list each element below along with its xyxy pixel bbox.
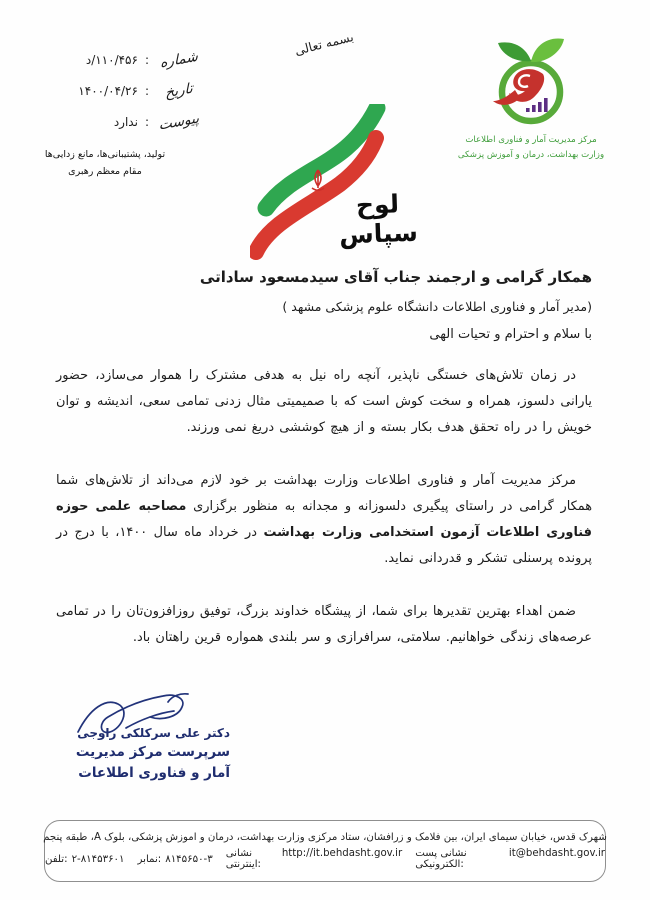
letter-number-label: شماره bbox=[159, 48, 199, 71]
footer-phone-label: تلفن: bbox=[45, 853, 68, 865]
handwritten-signature-icon bbox=[68, 690, 208, 748]
recipient-title-line: (مدیر آمار و فناوری اطلاعات دانشگاه علوم پزشکی مشهد ) bbox=[282, 299, 592, 314]
letter-date-value: ۱۴۰۰/۰۴/۲۶ bbox=[78, 83, 138, 98]
footer-contact-line bbox=[45, 848, 605, 870]
letter-date-row bbox=[26, 75, 202, 106]
letter-body bbox=[56, 268, 592, 678]
ministry-logo-block bbox=[452, 34, 610, 162]
footer-website-value: http://it.behdasht.gov.ir bbox=[281, 848, 403, 859]
footer-address: شهرک قدس، خیابان سیمای ایران، بین فلامک و زرافشان، ستاد مرکزی وزارت بهداشت، درمان و اموزش پزشکی، بلوک A، طبقه پنجم bbox=[43, 832, 607, 843]
footer-phone-value: ۲-۸۱۴۵۳۶۰۱ bbox=[71, 853, 125, 865]
footer-website-label: نشانی اینترنتی: bbox=[225, 848, 261, 870]
footer-email-value: it@behdasht.gov.ir bbox=[508, 848, 605, 859]
footer-phone bbox=[45, 854, 125, 865]
footer-fax-value: ۸۱۴۵۶۵۰-۳ bbox=[165, 853, 213, 865]
letter-number-row bbox=[26, 44, 202, 75]
year-slogan bbox=[26, 146, 184, 180]
tribute-title: لوح سپاس bbox=[338, 189, 419, 250]
footer-fax-label: نمابر: bbox=[137, 853, 162, 865]
year-slogan-line2: مقام معظم رهبری bbox=[68, 166, 142, 177]
signatory-name: دکتر علی سرکلکی راوجی bbox=[77, 726, 230, 740]
footer-fax bbox=[138, 854, 213, 865]
footer-email bbox=[415, 848, 605, 870]
signatory-title-line1: سرپرست مرکز مدیریت bbox=[75, 744, 230, 760]
letter-number-value: ۱۱۰/۴۵۶/د bbox=[85, 52, 138, 67]
body-paragraph-2 bbox=[56, 468, 592, 572]
footer-website bbox=[226, 848, 403, 870]
letter-attachment-row bbox=[26, 106, 202, 137]
signatory-title-line2: آمار و فناوری اطلاعات bbox=[78, 765, 230, 781]
body-paragraph-1: در زمان تلاش‌های خستگی ناپذیر، آنچه راه نیل به هدفی مشترک را هموار می‌سازد، حضور یارانی دلسوز، همراه و سخت کوش است که با صمیمیتی مثال زدنی تمامی سعی، اندیشه و توان خویش را در راه تحقق هدف بکار بسته و از هیچ کوششی دریغ نمی ورزند. bbox=[56, 368, 592, 435]
colon-separator: : bbox=[144, 114, 149, 129]
paragraph-2-tail: در خرداد ماه سال ۱۴۰۰، با درج در پرونده پرسنلی تشکر و قدردانی نماید. bbox=[56, 525, 592, 566]
body-paragraph-3: ضمن اهداء بهترین تقدیرها برای شما، از پیشگاه خداوند بزرگ، توفیق روزافزون‌تان را در تمامی عرصه‌های زندگی خواهانیم. سلامتی، سرافرازی و سر بلندی همواره قرین راهتان باد. bbox=[56, 604, 592, 645]
colon-separator: : bbox=[144, 83, 149, 98]
colon-separator: : bbox=[144, 52, 149, 67]
recipient-name-line: همکار گرامی و ارجمند جناب آقای سیدمسعود ساداتی bbox=[199, 268, 592, 286]
apple-health-logo-icon bbox=[485, 113, 577, 132]
salutation-line: با سلام و احترام و تحیات الهی bbox=[429, 327, 592, 342]
paragraph-2-bold-phrase: مصاحبه علمی حوزه فناوری اطلاعات آزمون استخدامی وزارت بهداشت bbox=[56, 499, 592, 540]
letter-info-block bbox=[26, 44, 202, 180]
paragraph-2-lead: مرکز مدیریت آمار و فناوری اطلاعات وزارت بهداشت بر خود لازم می‌داند از تلاش‌های شما همکار گرامی در راستای پیگیری دلسوزانه و مجدانه به منظور برگزاری bbox=[56, 473, 592, 514]
logo-caption-line2: وزارت بهداشت، درمان و آموزش پزشکی bbox=[457, 150, 605, 160]
year-slogan-line1: تولید، پشتیبانی‌ها، مانع زدایی‌ها bbox=[44, 149, 166, 160]
letter-attachment-value: ندارد bbox=[113, 114, 138, 129]
footer-email-label: نشانی پست الکترونیکی: bbox=[415, 848, 467, 870]
logo-caption-line1: مرکز مدیریت آمار و فناوری اطلاعات bbox=[465, 135, 597, 145]
bismillah-text: بسمه تعالی bbox=[293, 28, 356, 59]
letter-attachment-label: پیوست bbox=[158, 109, 200, 134]
letter-date-label: تاریخ bbox=[164, 80, 193, 101]
footer-contact-box bbox=[44, 820, 606, 882]
signature-block bbox=[40, 698, 230, 784]
